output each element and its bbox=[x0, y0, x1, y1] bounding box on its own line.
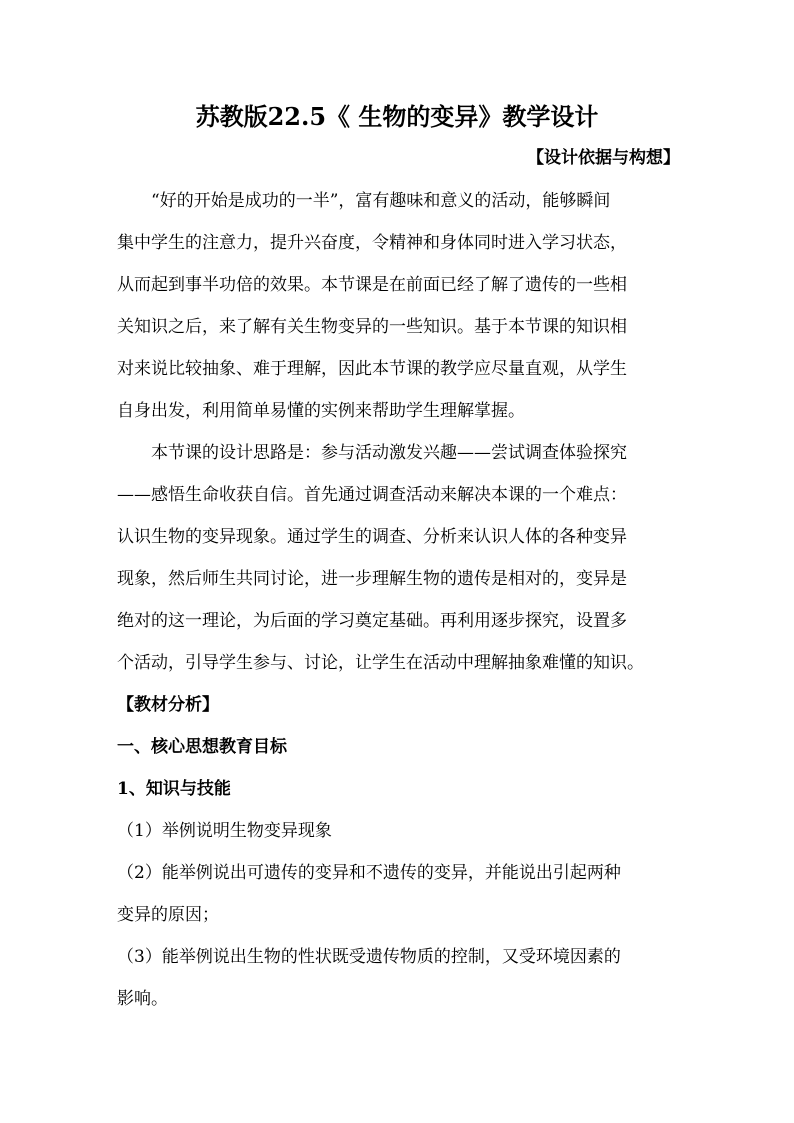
list-item: （1）举例说明生物变异现象 bbox=[117, 821, 332, 841]
paragraph-line: 认识生物的变异现象。通过学生的调查、分析来认识人体的各种变异 bbox=[117, 527, 627, 547]
paragraph-line: 自身出发，利用简单易懂的实例来帮助学生理解掌握。 bbox=[117, 401, 525, 421]
paragraph-line: 集中学生的注意力，提升兴奋度，令精神和身体同时进入学习状态， bbox=[117, 233, 627, 253]
paragraph-line: 对来说比较抽象、难于理解，因此本节课的教学应尽量直观，从学生 bbox=[117, 359, 627, 379]
paragraph-line: “好的开始是成功的一半”，富有趣味和意义的活动，能够瞬间 bbox=[151, 191, 611, 211]
paragraph-line: ——感悟生命收获自信。首先通过调查活动来解决本课的一个难点： bbox=[117, 485, 627, 505]
paragraph-line: 从而起到事半功倍的效果。本节课是在前面已经了解了遗传的一些相 bbox=[117, 275, 627, 295]
paragraph-line: 现象，然后师生共同讨论，进一步理解生物的遗传是相对的，变异是 bbox=[117, 569, 627, 589]
paragraph-line: 个活动，引导学生参与、讨论，让学生在活动中理解抽象难懂的知识。 bbox=[117, 653, 644, 673]
paragraph-line: 绝对的这一理论，为后面的学习奠定基础。再利用逐步探究，设置多 bbox=[117, 611, 627, 631]
paragraph-line: 本节课的设计思路是：参与活动激发兴趣——尝试调查体验探究 bbox=[151, 443, 627, 463]
section-heading-textbook-analysis: 【教材分析】 bbox=[117, 695, 219, 715]
paragraph-line: 关知识之后，来了解有关生物变异的一些知识。基于本节课的知识相 bbox=[117, 317, 627, 337]
section-heading-knowledge-skills: 1、知识与技能 bbox=[117, 779, 231, 799]
section-heading-design-basis: 【设计依据与构想】 bbox=[527, 148, 680, 168]
section-heading-core-goals: 一、核心思想教育目标 bbox=[117, 737, 287, 757]
list-item: （2）能举例说出可遗传的变异和不遗传的变异，并能说出引起两种 bbox=[117, 863, 621, 883]
document-title: 苏教版22.5《 生物的变异》教学设计 bbox=[195, 102, 599, 131]
list-item: （3）能举例说出生物的性状既受遗传物质的控制，又受环境因素的 bbox=[117, 947, 621, 967]
list-item-continuation: 影响。 bbox=[117, 989, 168, 1009]
list-item-continuation: 变异的原因； bbox=[117, 905, 219, 925]
